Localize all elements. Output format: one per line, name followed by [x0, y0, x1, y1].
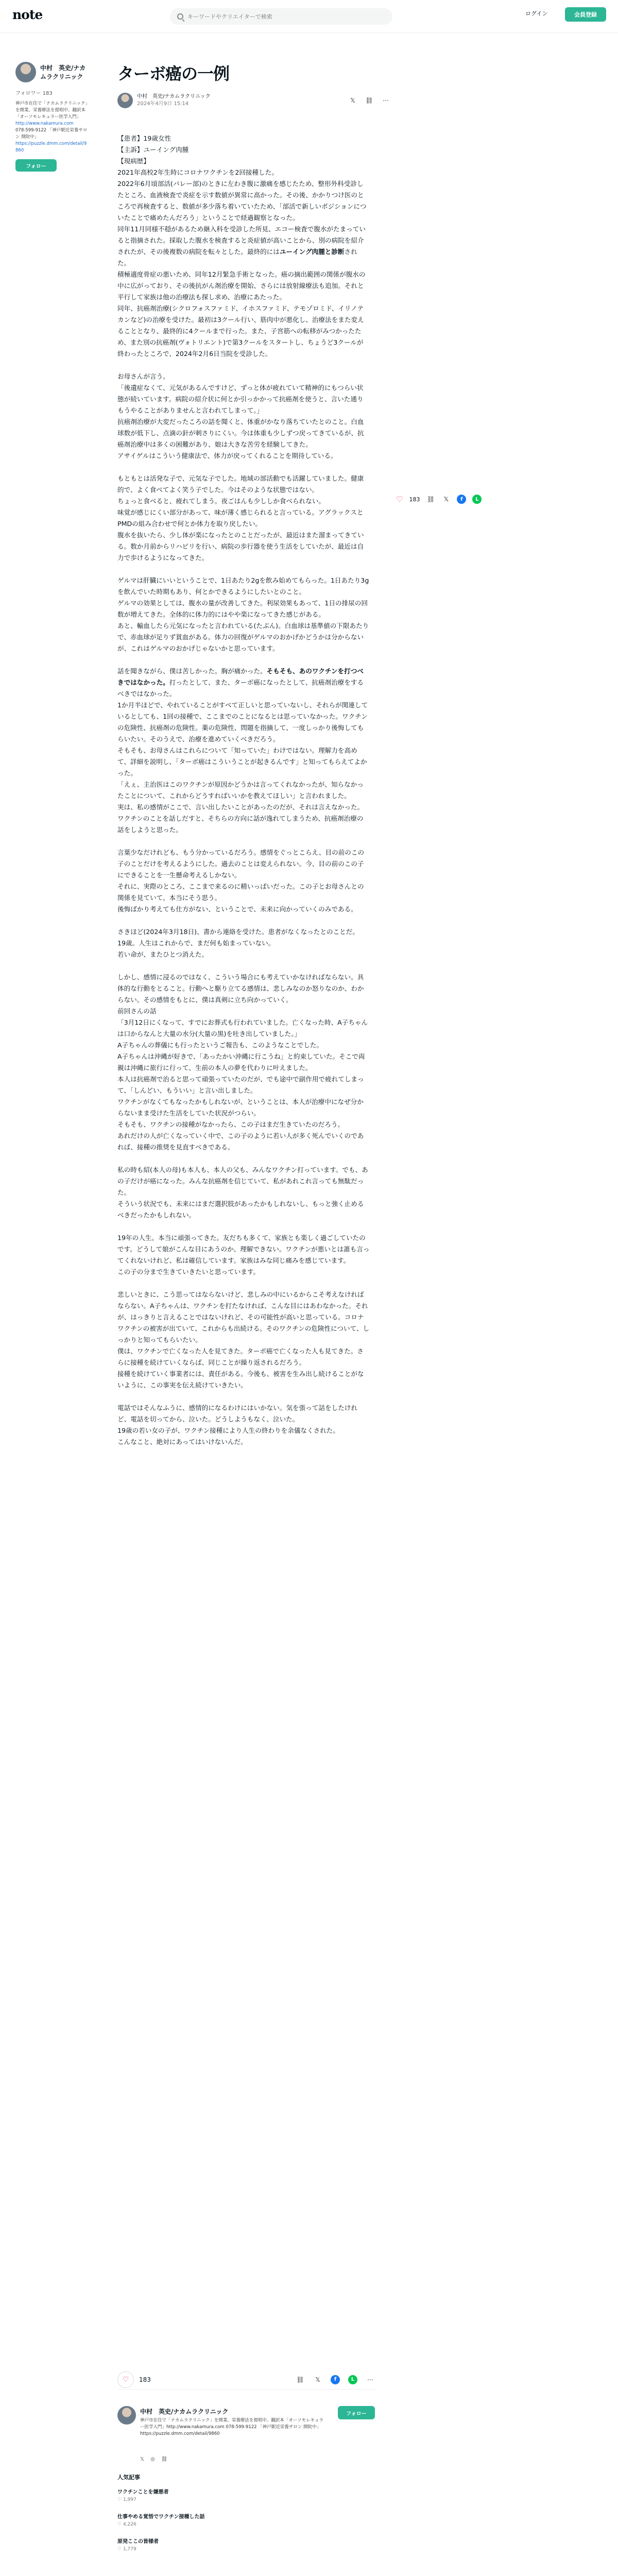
body-paragraph: 私の時も紹(本人の母)も本人も、本人の父も、みんなワクチン打っています。でも、あの子だけが癌になった。みんな抗癌剤を信じていて、私があれこれ言っても無駄だった。 そういう状況でも、未来にはまだ選択肢があったかもしれないし、もっと強く止めるべきだったかもしれない。	[117, 1166, 368, 1219]
profile-x-icon[interactable]: 𝕏	[140, 2456, 145, 2462]
profile-name[interactable]: 中村 英史/ナカムラクリニック	[140, 2408, 229, 2415]
author-avatar[interactable]	[15, 62, 36, 82]
popular-item-like-count: 1,779	[123, 2547, 136, 2552]
article-meta	[117, 93, 211, 108]
site-header	[0, 0, 618, 33]
note-logo[interactable]: note	[12, 7, 43, 22]
body-paragraph: 話を聞きながら、僕は苦しかった。胸が痛かった。そもそも、あのワクチンを打つべきではなかった。打ったとして、また、ターボ癌になったとして、抗癌剤治療をするべきではなかった。 1か月半ほどで、やれていることがすべて正しいと思っていないし、それらが関連しているとしても、1回の接種で、ここまでのことになるとは思っていなかった。ワクチンの危険性、抗癌剤の危険性。薬の危険性、問題を指摘して、一度しっかり後悔してもらいたい。そのうえで、治療を進めていくべきだろう。 そもそも、お母さんはこれらについて「知っていた」わけではない。理解力を高めて、詳細を説明し、「ターボ癌はこういうことが起きるんです」と知ってもらえてよかった。 「えぇ、主治医はこのワクチンが原因かどうかは言ってくれなかったが、知らなかったことについて、これからどうすればいいかを教えてほしい」と言われました。 実は、私の感情がここで、言い出したいことがあったのだが、それは言えなかった。ワクチンのことを話しだすと、そちらの方向に話が逸れてしまうため、抗癌剤治療の話をしようと思った。	[117, 667, 368, 834]
floating-facebook-icon[interactable]: f	[457, 495, 466, 504]
body-paragraph: もともとは活発な子で、元気な子でした。地域の部活動でも活躍していました。健康的で、よく食べてよく笑う子でした。今はそのような状態ではない。 ちょっと食べると、疲れてしまう。夜ごはんも少ししか食べられない。 味覚が感じにくい部分があって、味が薄く感じられると言っている。アグラックスとPMDの組み合わせで何とか体力を取り戻したい。 腹水を抜いたら、少し体が楽になったとのことだったが、最近はまた溜まってきている。数か月前からリハビリを行い、病院の歩行器を使う生活をしていたが、最近は自力で歩けるようになってきた。	[117, 474, 364, 562]
popular-item[interactable]	[117, 2537, 375, 2552]
author-link-2[interactable]: https://puzzle.dmm.com/detail/9860	[15, 141, 87, 153]
sidebar-follow-button[interactable]: フォロー	[15, 159, 57, 172]
popular-item-like-count: 4,226	[123, 2522, 136, 2527]
body-paragraph: 悲しいときに、こう思ってはならないけど、悲しみの中にいるからこそ考えなければならない。A子ちゃんは、ワクチンを打たなければ、こんな目にはあわなかった。それが、はっきりと言えることではないけれど、その可能性が高いと思っている。コロナワクチンの被害が出ていて、これからも出続ける。そのワクチンの危険性について、しっかりと知ってもらいたい。 僕は、ワクチンで亡くなった人を見てきた。ターボ癌で亡くなった人も見てきた。さらに接種を続けていくならば、同じことが繰り返されるだろう。 接種を続けていく事業者には、責任がある。今後も、被害を生み出し続けることがないように、この事実を伝え続けていきたい。	[117, 1291, 370, 1389]
profile-desc: 神戸市在住で「ナカムラクリニック」を開業。栄養療法を提唱中。翻訳本「オーソモレキュラー医学入門」http://www.nakamura.com 078-599-9122 「神戸駅近栄養サロン 開院中」 https://puzzle.dmm.com/detail/9860	[140, 2418, 323, 2436]
author-link[interactable]: http://www.nakamura.com	[15, 121, 74, 126]
profile-avatar[interactable]	[117, 2406, 136, 2425]
meta-author[interactable]: 中村 英史/ナカムラクリニック	[137, 94, 211, 99]
link-icon[interactable]: ⛓	[365, 97, 373, 104]
meta-avatar[interactable]	[117, 93, 133, 108]
body-paragraph: しかし、感情に浸るのではなく、こういう場合にも考えていかなければならない。具体的な行動をとること。行動へと駆り立てる感情は、悲しみなのか怒りなのか、わからない。その感情をもとに、僕は真剣に立ち向かっていく。 前回さんの話 「3月12日にくなって、すでにお葬式も行われていました。亡くなった時、A子ちゃんは口からなんと大量の水分(大量の黒)を吐き出していました。」 A子ちゃんの葬儀にも行ったというご報告も、このようなことでした。 A子ちゃんは沖縄が好きで、「あったかい沖縄に行こうね」と約束していた。そこで両親は沖縄に旅行に行って、生前の本人の夢を代わりに叶えました。 本人は抗癌剤で治ると思って頑張っていたのだが、でも途中で副作用で疲れてしまって、「しんどい、もういい」と言い出しました。 ワクチンがなくてもなったかもしれないが、ということは、本人が治療中になぜ分からないまま受けた生活をしていた状況がつらい。 そもそも、ワクチンの接種がなかったら、この子はまだ生きていたのだろう。 あれだけの人が亡くなっていく中で、この子のように若い人が多く死んでいくのであれば、接種の推奨を見直すべきである。	[117, 973, 368, 1151]
popular-item-likes: ♡ 1,997	[117, 2497, 136, 2502]
body-paragraph: 【患者】19歳女性 【主訴】ユーイング肉腫 【現病歴】 2021年高校2年生時にコロナワクチンを2回接種した。 2022年6月頃部活(バレー部)のときに左わき腹に激痛を感じたため、整形外科受診したところ、血液検査で炎症を示す数値が異常に高かった。その後、かかりつけ医のところで再検査すると、数値が多少落ち着いていたため、「部活で新しいポジションについたことで痛めたんだろう」ということで経過観察となった。 同年11月同様不穏があるため継入科を受診した所見、エコー検査で腹水がたまっていると指摘された。採取した腹水を検査すると炎症値が高いことから、別の病院を紹介されたが、その後複数の病院を転々とした。最終的にはユーイング肉腫と診断された。 積極適度骨症の悪いため、同年12月緊急手術となった。癌の摘出範囲の関係が腹水の中に広がっており、その後抗がん剤治療を開始、さらには放射線療法も追加。それと平行して家族は他の治療法も探し求め、治療にあたった。 同年、抗癌剤治療(シクロフォスファミド、イホスファミド、テモゾロミド、イリノテカンなど)の治療を受けた。最初は3クール行い、筋肉中が悪化し、治療法をまた変えることとなり、最終的に4クールまで行った。また、子宮筋への転移がみつかったため、また別の抗癌剤(ヴォトリエント)で第3クールをスタートし、ちょうど3クールが終わったところで、2024年2月6日当院を受診した。	[117, 134, 367, 358]
top-share-icons	[348, 96, 390, 105]
action-line-icon[interactable]: L	[348, 2375, 357, 2384]
action-link-icon[interactable]: ⛓	[296, 2376, 304, 2383]
popular-item-title[interactable]: 仕事やめる覚悟でワクチン接種した話	[117, 2514, 205, 2520]
share-x-icon[interactable]: 𝕏	[350, 97, 355, 104]
floating-line-icon[interactable]: L	[472, 495, 482, 504]
body-paragraph: 言葉少なだけれども、もう分かっているだろう。感情をぐっとこらえ、目の前のこの子のことだけを考えるようにした。過去のことは変えられない。今、目の前のこの子にできることを一生懸命考えるしかない。 それに、実際のところ、ここまで来るのに精いっぱいだった。この子とお母さんとの関係を見ていて、本当にそう思う。 後悔ばかり考えても仕方がない、ということで、未来に向かっていくのみである。	[117, 849, 365, 913]
popular-item[interactable]	[117, 2512, 375, 2527]
popular-heading: 人気記事	[117, 2474, 140, 2481]
popular-item-title[interactable]: ワクチンことを嫌悪者	[117, 2489, 169, 2495]
search-box[interactable]	[170, 8, 392, 25]
author-sidebar	[15, 62, 88, 172]
author-bio	[15, 100, 88, 154]
body-paragraph: 19年の人生。本当に頑張ってきた。友だちも多くて、家族とも楽しく過ごしていたのです。どうして娘がこんな目にあうのか、理解できない。ワクチンが悪いとは誰も言ってくれないけれど、私は確信しています。家族はみな同じ痛みを感じています。 この子の分まで生きていきたいと思っています。	[117, 1234, 370, 1276]
floating-heart-icon[interactable]: ♡	[396, 495, 403, 504]
meta-date: 2024年4月9日 15:14	[137, 101, 189, 107]
like-button-heart-icon[interactable]: ♡	[117, 2371, 134, 2388]
floating-x-icon[interactable]: 𝕏	[443, 496, 449, 503]
floating-link-icon[interactable]: ⛓	[426, 496, 435, 503]
popular-item-title[interactable]: 原発ここの皆様者	[117, 2539, 159, 2545]
profile-social-icons	[140, 2456, 168, 2462]
floating-like-count[interactable]: 183	[409, 496, 420, 503]
action-x-icon[interactable]: 𝕏	[315, 2376, 320, 2383]
signup-button[interactable]: 会員登録	[565, 7, 606, 22]
author-tel: 078-599-9122 「神戸駅近栄養サロン 開院中」	[15, 128, 88, 140]
profile-instagram-icon[interactable]: ◎	[150, 2456, 155, 2462]
profile-follow-button[interactable]: フォロー	[338, 2406, 375, 2419]
author-bio-text: 神戸市在住で「ナカムラクリニック」を開業。栄養療法を提唱中。翻訳本「オーソモレキュラー医学入門」	[15, 101, 88, 120]
profile-link-icon[interactable]: ⛓	[161, 2456, 168, 2462]
login-link[interactable]: ログイン	[525, 10, 548, 17]
article-actions	[117, 2370, 375, 2389]
more-options-icon[interactable]: ⋯	[383, 97, 389, 104]
search-icon	[177, 13, 183, 20]
body-paragraph: 電話ではそんなふうに、感情的になるわけにはいかない。気を張って話をしたけれど、電話を切ってから、泣いた。どうしようもなく、泣いた。 19歳の若い女の子が、ワクチン接種により人生の終わりを余儀なくされた。 こんなこと、絶対にあってはいけないんだ。	[117, 1404, 357, 1446]
popular-item-likes: ♡ 1,779	[117, 2547, 136, 2552]
search-input[interactable]	[187, 13, 392, 20]
body-paragraph: さきほど(2024年3月18日)、書から連絡を受けた。患者がなくなったとのことだ。 19歳。人生はこれからで、まだ何も始まっていない。 若い命が、またひとつ消えた。	[117, 928, 359, 958]
like-count[interactable]: 183	[139, 2376, 151, 2383]
article-title: ターボ癌の一例	[117, 64, 230, 83]
action-more-icon[interactable]: ⋯	[367, 2376, 373, 2383]
author-name[interactable]: 中村 英史/ナカムラクリニック	[40, 64, 86, 80]
action-facebook-icon[interactable]: f	[331, 2375, 340, 2384]
popular-item-like-count: 1,997	[123, 2497, 136, 2502]
body-paragraph: お母さんが言う。 「後遺症なくて、元気があるんですけど、ずっと体が疲れていて精神的にもつらい状態が続いています。病院の紹介状に何とか引っかかって抗癌剤を使うと、言いた通りもうやることがありませんと言われてしまって。」 抗癌剤治療が大変だったころの話を聞くと、体重がかなり落ちていたとのこと。白血球数が低下し、点滴の針が刺さりにくい。今は体重も少しずつ戻ってきているが、抗癌剤治療中は多くの困難があり、娘は大きな苦労を経験してきた。 アサイゲルはこういう健康法で、体力が戻ってくれることを期待している。	[117, 372, 364, 460]
floating-action-bar	[396, 495, 482, 504]
body-paragraph: ゲルマは肝臓にいいということで、1日あたり2gを飲み始めてもらった。1日あたり3gを飲んでいた時期もあり、何とかできるようにしたいとのこと。 ゲルマの効果としては、腹水の量が改善してきた。利尿効果もあって、1日の排尿の回数が増えてきた。全体的に体力的にはやや楽になってきた感じがある。 あと、輸血したら元気になったと言われている(たぶん)。白血球は基準値の下限あたりで、赤血球が足りず貧血がある。体力の回復がゲルマのおかげかどうかは分からないが、これはゲルマのおかげじゃないかと思っています。	[117, 577, 369, 652]
popular-item-likes: ♡ 4,226	[117, 2522, 136, 2527]
popular-item[interactable]	[117, 2487, 375, 2502]
follower-count[interactable]: フォロワー 183	[15, 91, 53, 96]
article-body	[117, 133, 370, 1459]
